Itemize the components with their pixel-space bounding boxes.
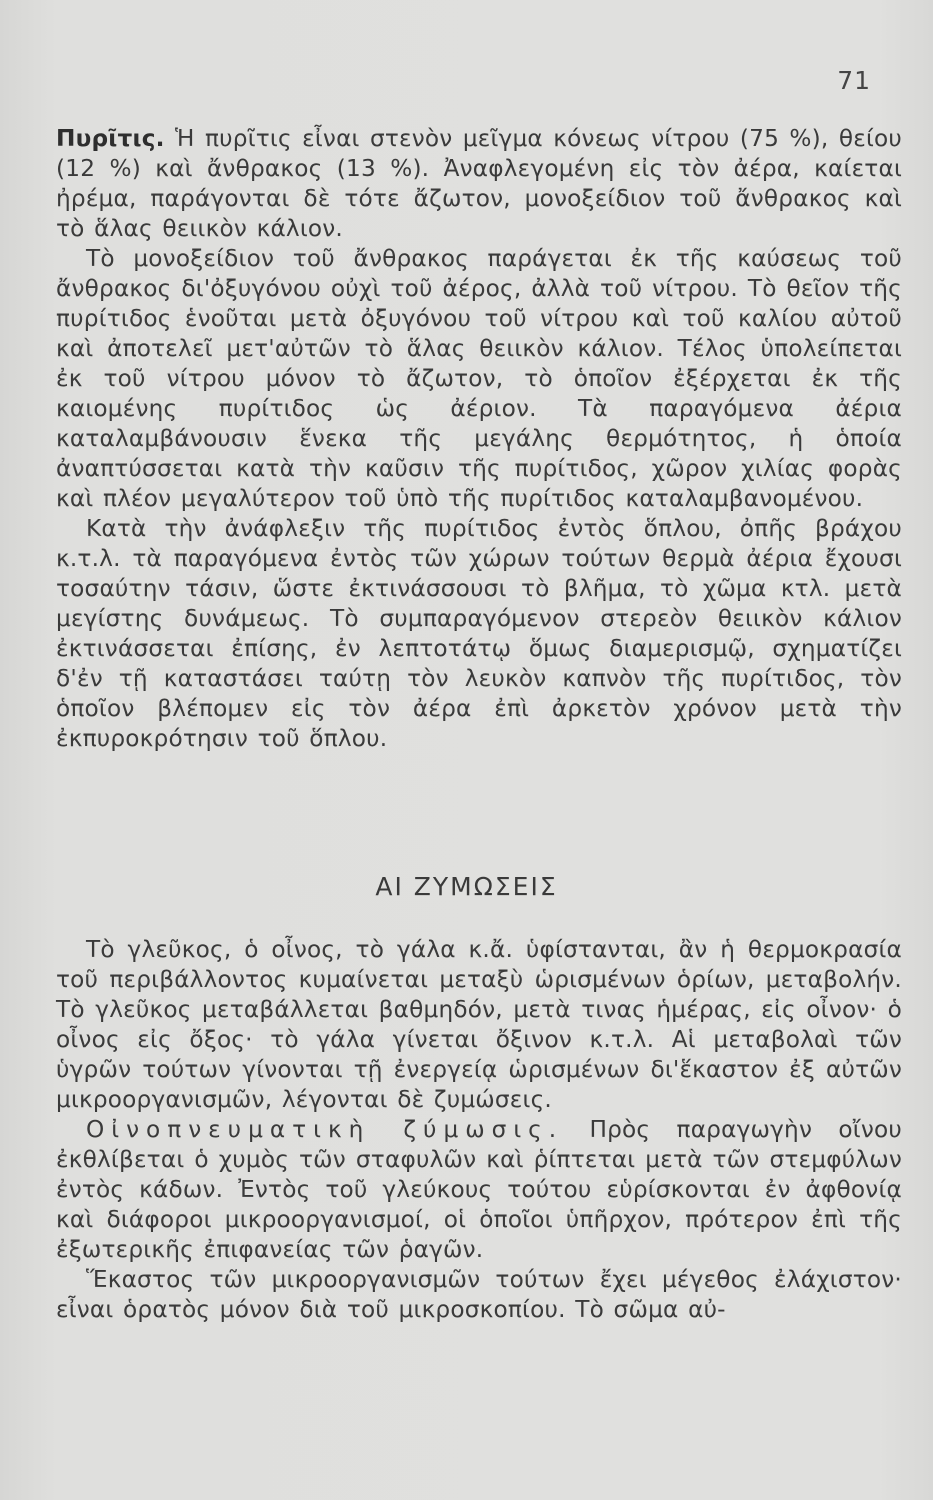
zymoseis-paragraph-3: Ἕκαστος τῶν μικροοργανισμῶν τούτων ἔχει μέγεθος ἐλάχιστον· εἶναι ὁρατὸς μόνον διὰ τοῦ μικροσκοπίου. Τὸ σῶμα αὐ- bbox=[56, 1266, 902, 1323]
pyritis-paragraph-3: Κατὰ τὴν ἀνάφλεξιν τῆς πυρίτιδος ἐντὸς ὅπλου, ὀπῆς βράχου κ.τ.λ. τὰ παραγόμενα ἐντὸς τῶν χώρων τούτων θερμὰ ἀέρια ἔχουσι τοσαύτην τάσιν, ὥστε ἐκτινάσσουσι τὸ βλῆμα, τὸ χῶμα κτλ. μετὰ μεγίστης δυνάμεως. Τὸ συμπαραγόμενον στερεὸν θειικὸν κάλιον ἐκτινάσσεται ἐπίσης, ἐν λεπτοτάτῳ ὅμως διαμερισμῷ, σχηματίζει δ'ἐν τῇ καταστάσει ταύτῃ τὸν λευκὸν καπνὸν τῆς πυρίτιδος, τὸν ὁποῖον βλέπομεν εἰς τὸν ἀέρα ἐπὶ ἀρκετὸν χρόνον μετὰ τὴν ἐκπυροκρότησιν τοῦ ὅπλου. bbox=[56, 515, 902, 752]
zymoseis-paragraph-2-text: Πρὸς παραγωγὴν οἴνου ἐκθλίβεται ὁ χυμὸς τῶν σταφυλῶν καὶ ῥίπτεται μετὰ τῶν στεμφύλων ἐντὸς κάδων. Ἐντὸς τοῦ γλεύκους τούτου εὑρίσκονται ἐν ἀφθονίᾳ καὶ διάφοροι μικροοργανισμοί, οἱ ὁποῖοι ὑπῆρχον, πρότερον ἐπὶ τῆς ἐξωτερικῆς ἐπιφανείας τῶν ῥαγῶν. bbox=[56, 1116, 903, 1263]
zymoseis-heading: ΑΙ ΖΥΜΩΣΕΙΣ bbox=[375, 872, 558, 901]
pyritis-paragraph-1 bbox=[56, 124, 902, 244]
pyritis-paragraph-2: Τὸ μονοξείδιον τοῦ ἄνθρακος παράγεται ἐκ τῆς καύσεως τοῦ ἄνθρακος δι'ὀξυγόνου οὐχὶ τοῦ ἀέρος, ἀλλὰ τοῦ νίτρου. Τὸ θεῖον τῆς πυρίτιδος ἑνοῦται μετὰ ὀξυγόνου τοῦ νίτρου καὶ τοῦ καλίου αὐτοῦ καὶ ἀποτελεῖ μετ'αὐτῶν τὸ ἅλας θειικὸν κάλιον. Τέλος ὑπολείπεται ἐκ τοῦ νίτρου μόνον τὸ ἄζωτον, τὸ ὁποῖον ἐξέρχεται ἐκ τῆς καιομένης πυρίτιδος ὡς ἀέριον. Τὰ παραγόμενα ἀέρια καταλαμβάνουσιν ἕνεκα τῆς μεγάλης θερμότητος, ἡ ὁποία ἀναπτύσσεται κατὰ τὴν καῦσιν τῆς πυρίτιδος, χῶρον χιλίας φορὰς καὶ πλέον μεγαλύτερον τοῦ ὑπὸ τῆς πυρίτιδος καταλαμβανομένου. bbox=[56, 245, 902, 512]
pyritis-run-in-heading: Πυρῖτις. bbox=[56, 125, 165, 152]
wine-fermentation-run-in-heading: Οἰνοπνευματικὴ ζύμωσις. bbox=[86, 1116, 564, 1143]
zymoseis-paragraph-2 bbox=[56, 1115, 902, 1265]
page-number: 71 bbox=[837, 66, 871, 95]
pyritis-section bbox=[56, 124, 902, 754]
pyritis-paragraph-1-text: Ἡ πυρῖτις εἶναι στενὸν μεῖγμα κόνεως νίτρου (75 %), θείου (12 %) καὶ ἄνθρακος (13 %). Ἀναφλεγομένη εἰς τὸν ἀέρα, καίεται ἠρέμα, παράγονται δὲ τότε ἄζωτον, μονοξείδιον τοῦ ἄνθρακος καὶ τὸ ἅλας θειικὸν κάλιον. bbox=[56, 125, 902, 242]
zymoseis-section bbox=[56, 935, 902, 1325]
zymoseis-paragraph-1: Τὸ γλεῦκος, ὁ οἶνος, τὸ γάλα κ.ἄ. ὑφίστανται, ἂν ἡ θερμοκρασία τοῦ περιβάλλοντος κυμαίνεται μεταξὺ ὡρισμένων ὁρίων, μεταβολήν. Τὸ γλεῦκος μεταβάλλεται βαθμηδόν, μετὰ τινας ἡμέρας, εἰς οἶνον· ὁ οἶνος εἰς ὄξος· τὸ γάλα γίνεται ὄξινον κ.τ.λ. Αἱ μεταβολαὶ τῶν ὑγρῶν τούτων γίνονται τῇ ἐνεργείᾳ ὡρισμένων δι'ἕκαστον ἐξ αὐτῶν μικροοργανισμῶν, λέγονται δὲ ζυμώσεις. bbox=[56, 936, 902, 1113]
